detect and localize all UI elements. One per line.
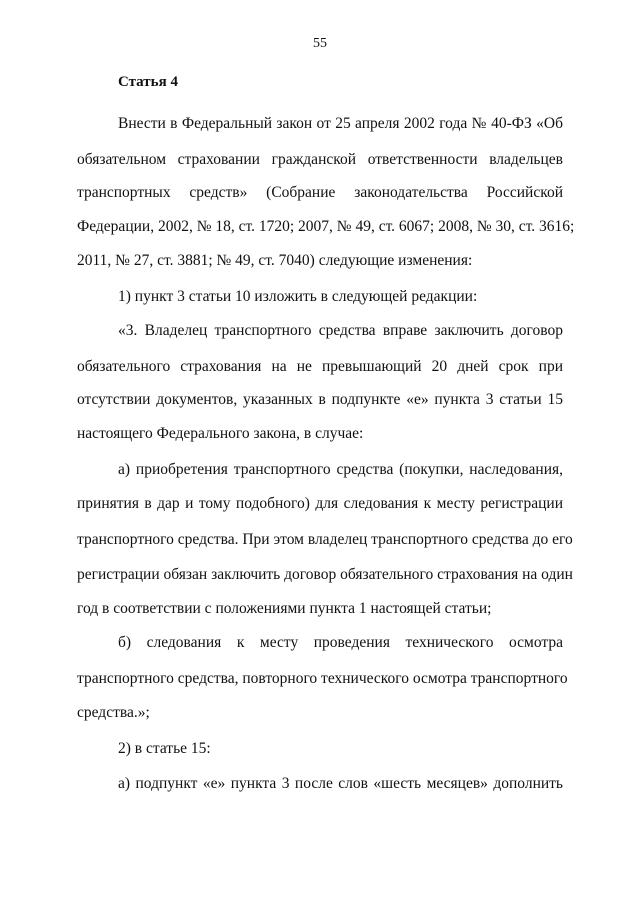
paragraph-line: 1) пункт 3 статьи 10 изложить в следующей редакции: bbox=[118, 288, 478, 305]
paragraph-line: а) приобретения транспортного средства (покупки, наследования, bbox=[118, 461, 563, 478]
paragraph-line: год в соответствии с положениями пункта 1 настоящей статьи; bbox=[77, 600, 492, 617]
paragraph-line: транспортных средств» (Собрание законодательства Российской bbox=[77, 184, 563, 201]
paragraph-line: средства.»; bbox=[77, 704, 150, 721]
paragraph-line: б) следования к месту проведения технического осмотра bbox=[118, 634, 563, 651]
paragraph-line: отсутствии документов, указанных в подпункте «е» пункта 3 статьи 15 bbox=[77, 391, 563, 408]
article-title: Статья 4 bbox=[118, 74, 178, 90]
paragraph-line: настоящего Федерального закона, в случае: bbox=[77, 425, 364, 442]
paragraph-line: транспортного средства. При этом владелец транспортного средства до его bbox=[77, 531, 573, 548]
paragraph-line: регистрации обязан заключить договор обязательного страхования на один bbox=[77, 566, 573, 583]
paragraph-line: Федерации, 2002, № 18, ст. 1720; 2007, № 49, ст. 6067; 2008, № 30, ст. 3616; bbox=[77, 218, 575, 235]
paragraph-line: принятия в дар и тому подобного) для следования к месту регистрации bbox=[77, 495, 563, 512]
paragraph-line: транспортного средства, повторного технического осмотра транспортного bbox=[77, 670, 568, 687]
paragraph-line: Внести в Федеральный закон от 25 апреля 2002 года № 40-ФЗ «Об bbox=[118, 115, 563, 132]
paragraph-line: «3. Владелец транспортного средства вправе заключить договор bbox=[118, 322, 563, 339]
page-number: 55 bbox=[313, 36, 327, 51]
paragraph-line: 2) в статье 15: bbox=[118, 740, 211, 757]
paragraph-line: 2011, № 27, ст. 3881; № 49, ст. 7040) следующие изменения: bbox=[77, 252, 473, 269]
paragraph-line: обязательном страховании гражданской ответственности владельцев bbox=[77, 151, 563, 168]
paragraph-line: а) подпункт «е» пункта 3 после слов «шесть месяцев» дополнить bbox=[118, 775, 563, 792]
paragraph-line: обязательного страхования на не превышающий 20 дней срок при bbox=[77, 358, 563, 375]
